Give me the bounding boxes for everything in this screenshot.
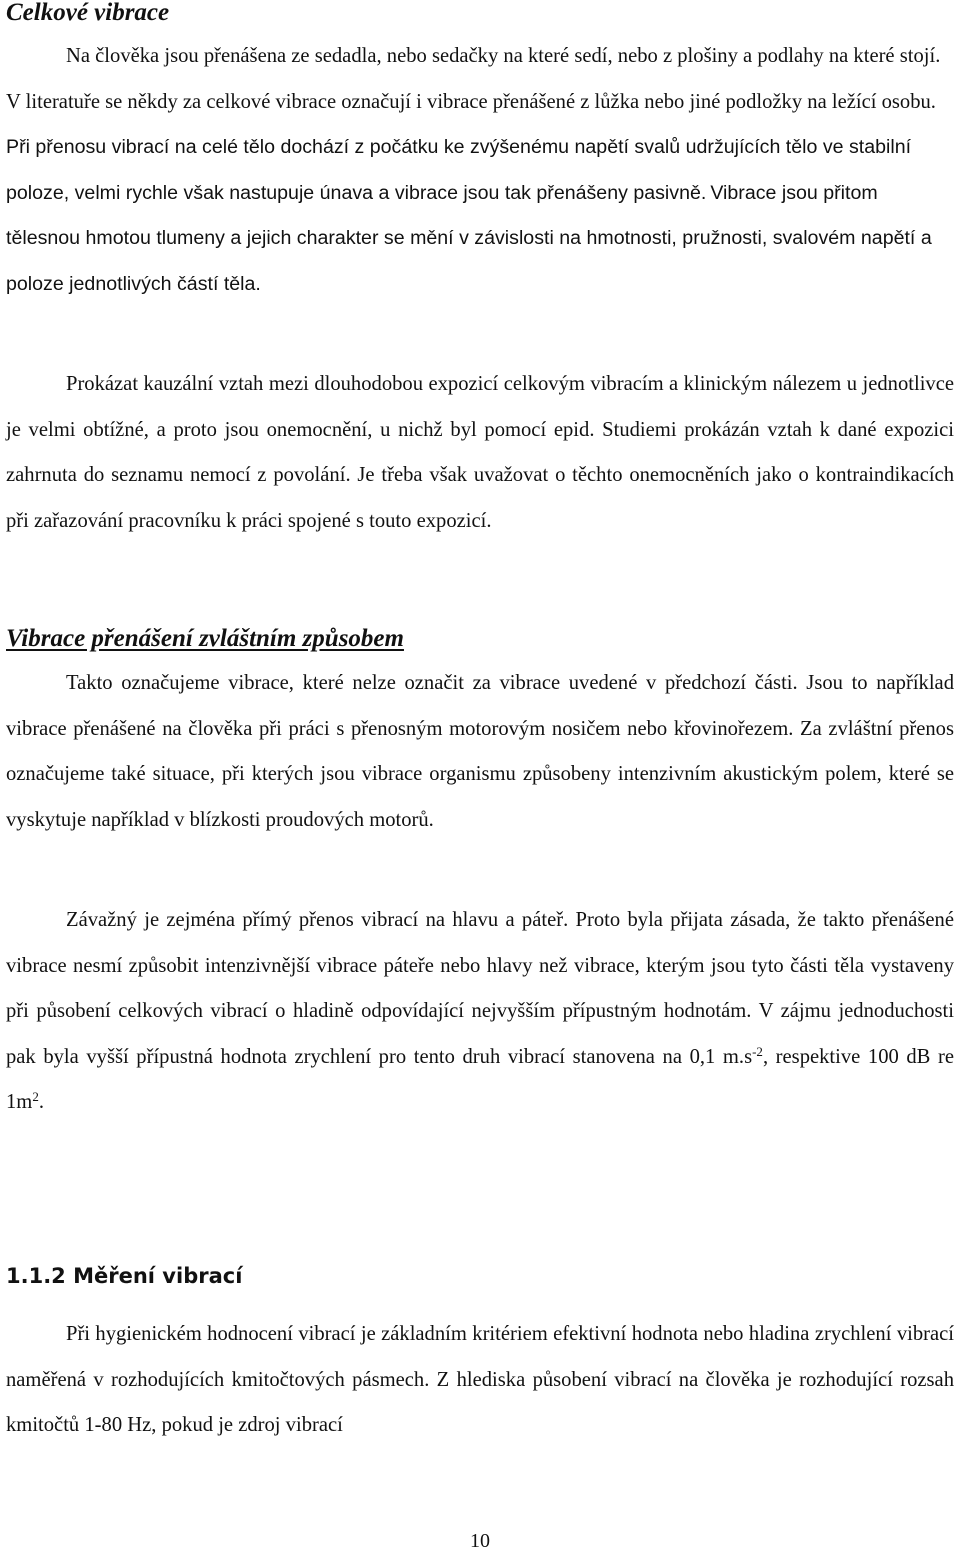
heading-text: Celkové vibrace [6, 0, 170, 26]
page-number: 10 [470, 1530, 490, 1552]
heading-mereni-vibraci: 1.1.2 Měření vibrací [6, 1264, 243, 1288]
text-sans-b: Vibrace jsou přitom tělesnou hmotou tlumeny a jejich charakter se mění v závislosti na hmotnosti, pružnosti, svalovém napětí a poloze jednotlivých částí těla. [6, 181, 932, 295]
superscript-exponent: 2 [32, 1089, 39, 1105]
text-continued: , respektive 100 dB re 1m [6, 1045, 955, 1114]
paragraph-zvlastni-2 [6, 898, 954, 1126]
heading-celkove-vibrace [6, 0, 954, 28]
paragraph-celkove-1 [6, 34, 954, 308]
text-end: . [38, 1091, 44, 1114]
heading-vibrace-zvlastnim-zpusobem [6, 624, 954, 654]
paragraph-zvlastni-1: Takto označujeme vibrace, které nelze označit za vibrace uvedené v předchozí části. Jsou to například vibrace přenášené na člověka při práci s přenosným motorovým nosičem nebo křovinořezem. Za zvláštní přenos označujeme také situace, při kterých jsou vibrace organismu způsobeny intenzivním akustickým polem, které se vyskytuje například v blízkosti proudových motorů. [6, 672, 954, 831]
text-serif: Na člověka jsou přenášena ze sedadla, nebo sedačky na které sedí, nebo z plošiny a podlahy na které stojí. V literatuře se někdy za celkové vibrace označují i vibrace přenášené z lůžka nebo jiné podložky na ležící osobu. [6, 45, 941, 113]
heading-text: Vibrace přenášení zvláštním způsobem [6, 625, 404, 652]
paragraph-celkove-2: Prokázat kauzální vztah mezi dlouhodobou expozicí celkovým vibracím a klinickým nálezem u jednotlivce je velmi obtížné, a proto jsou onemocnění, u nichž byl pomocí epid. Studiemi prokázán vztah k dané expozici zahrnuta do seznamu nemocí z povolání. Je třeba však uvažovat o těchto onemocněních jako o kontraindikacích při zařazování pracovníku k práci spojené s touto expozicí. [6, 373, 954, 532]
superscript-exponent: -2 [752, 1043, 763, 1059]
text-sans-a: Při přenosu vibrací na celé tělo dochází z počátku ke zvýšenému napětí svalů udržujících tělo ve stabilní poloze, velmi rychle však nastupuje únava a vibrace jsou tak přenášeny pasivně. [6, 136, 912, 204]
paragraph-mereni-1: Při hygienickém hodnocení vibrací je základním kritériem efektivní hodnota nebo hladina zrychlení vibrací naměřená v rozhodujících kmitočtových pásmech. Z hlediska působení vibrací na člověka je rozhodující rozsah kmitočtů 1-80 Hz, pokud je zdroj vibrací [6, 1323, 954, 1437]
text-main: Závažný je zejména přímý přenos vibrací na hlavu a páteř. Proto byla přijata zásada, že takto přenášené vibrace nesmí způsobit intenzivnější vibrace páteře nebo hlavy než vibrace, kterým jsou tyto části těla vystaveny při působení celkových vibrací o hladině odpovídající nejvyšším přípustným hodnotám. V zájmu jednoduchosti pak byla vyšší přípustná hodnota zrychlení pro tento druh vibrací stanovena na 0,1 m.s [6, 909, 954, 1068]
